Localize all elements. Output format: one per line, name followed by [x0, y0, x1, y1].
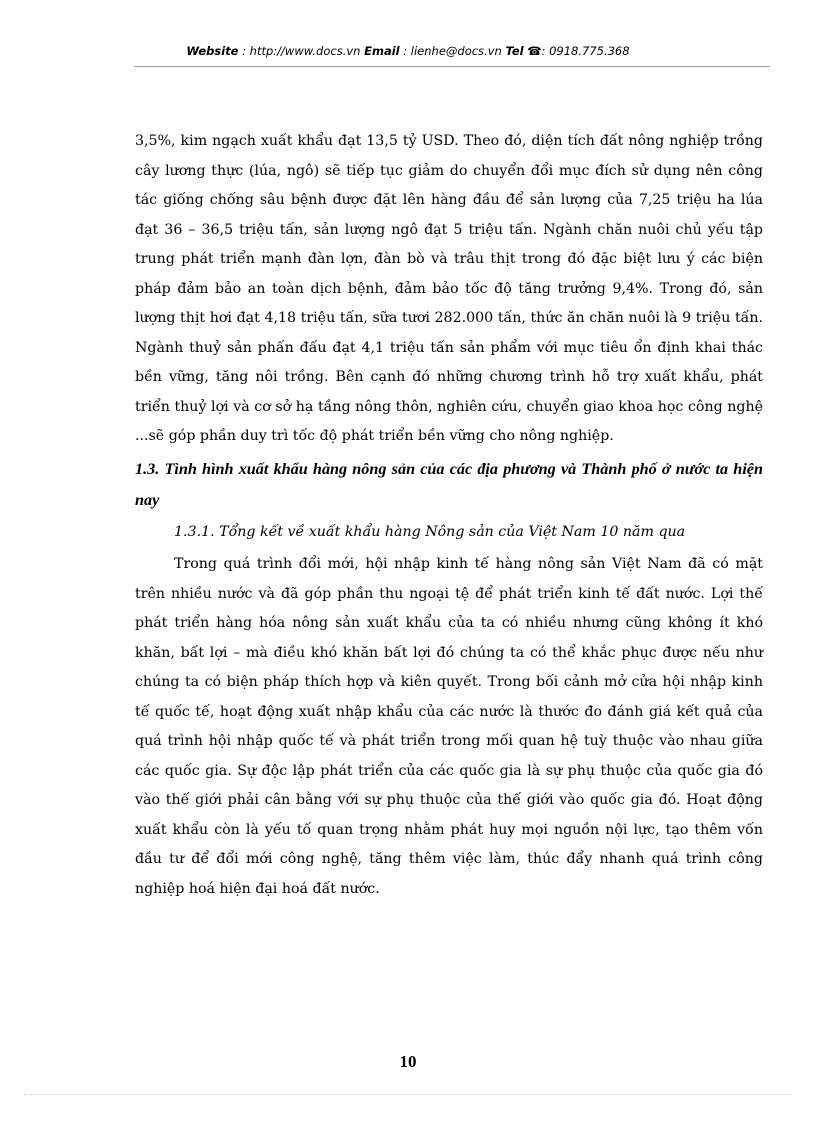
subsection-heading-1-3-1: 1.3.1. Tổng kết về xuất khẩu hàng Nông sản của Việt Nam 10 năm qua	[174, 523, 686, 540]
page-bottom-divider	[24, 1094, 792, 1095]
email-label: Email	[364, 44, 400, 58]
section-heading-1-3: 1.3. Tình hình xuất khẩu hàng nông sản của các địa phương và Thành phố ở nước ta hiện nay	[135, 459, 763, 509]
tel-number: : 0918.775.368	[541, 44, 630, 58]
email-address: : lienhe@docs.vn	[399, 44, 506, 58]
page-header	[0, 44, 816, 58]
website-label: Website	[186, 44, 239, 58]
header-divider	[134, 66, 770, 67]
tel-label: Tel	[505, 44, 524, 58]
page-number: 10	[399, 1052, 417, 1071]
document-body	[135, 127, 763, 904]
paragraph-export-summary: Trong quá trình đổi mới, hội nhập kinh tế hàng nông sản Việt Nam đã có mặt trên nhiều nước và đã góp phần thu ngoại tệ để phát triển kinh tế đất nước. Lợi thế phát triển hàng hóa nông sản xuất khẩu của ta có nhiều nhưng cũng không ít khó khăn, bất lợi – mà điều khó khăn bất lợi đó chúng ta có thể khắc phục được nếu như chúng ta có biện pháp thích hợp và kiên quyết. Trong bối cảnh mở cửa hội nhập kinh tế quốc tế, hoạt động xuất nhập khẩu của các nước là thước đo đánh giá kết quả của quá trình hội nhập quốc tế và phát triển trong mối quan hệ tuỳ thuộc vào nhau giữa các quốc gia. Sự độc lập phát triển của các quốc gia là sự phụ thuộc của quốc gia đó vào thế giới phải cân bằng với sự phụ thuộc của thế giới vào quốc gia đó. Hoạt động xuất khẩu còn là yếu tố quan trọng nhằm phát huy mọi nguồn nội lực, tạo thêm vốn đầu tư để đổi mới công nghệ, tăng thêm việc làm, thúc đẩy nhanh quá trình công nghiệp hoá hiện đại hoá đất nước.	[135, 556, 763, 897]
paragraph-agriculture-targets: 3,5%, kim ngạch xuất khẩu đạt 13,5 tỷ USD. Theo đó, diện tích đất nông nghiệp trồng cây lương thực (lúa, ngô) sẽ tiếp tục giảm do chuyển đổi mục đích sử dụng nên công tác giống chống sâu bệnh được đặt lên hàng đầu để sản lượng của 7,25 triệu ha lúa đạt 36 – 36,5 triệu tấn, sản lượng ngô đạt 5 triệu tấn. Ngành chăn nuôi chủ yếu tập trung phát triển mạnh đàn lợn, đàn bò và trâu thịt trong đó đặc biệt lưu ý các biện pháp đảm bảo an toàn dịch bệnh, đảm bảo tốc độ tăng trưởng 9,4%. Trong đó, sản lượng thịt hơi đạt 4,18 triệu tấn, sữa tươi 282.000 tấn, thức ăn chăn nuôi là 9 triệu tấn. Ngành thuỷ sản phấn đấu đạt 4,1 triệu tấn sản phẩm với mục tiêu ổn định khai thác bền vững, tăng nôi trồng. Bên cạnh đó những chương trình hỗ trợ xuất khẩu, phát triển thuỷ lợi và cơ sở hạ tầng nông thôn, nghiên cứu, chuyển giao khoa học công nghệ ...sẽ góp phần duy trì tốc độ phát triển bền vững cho nông nghiệp.	[135, 133, 763, 444]
phone-icon: ☎	[527, 44, 542, 58]
website-url: : http://www.docs.vn	[238, 44, 365, 58]
